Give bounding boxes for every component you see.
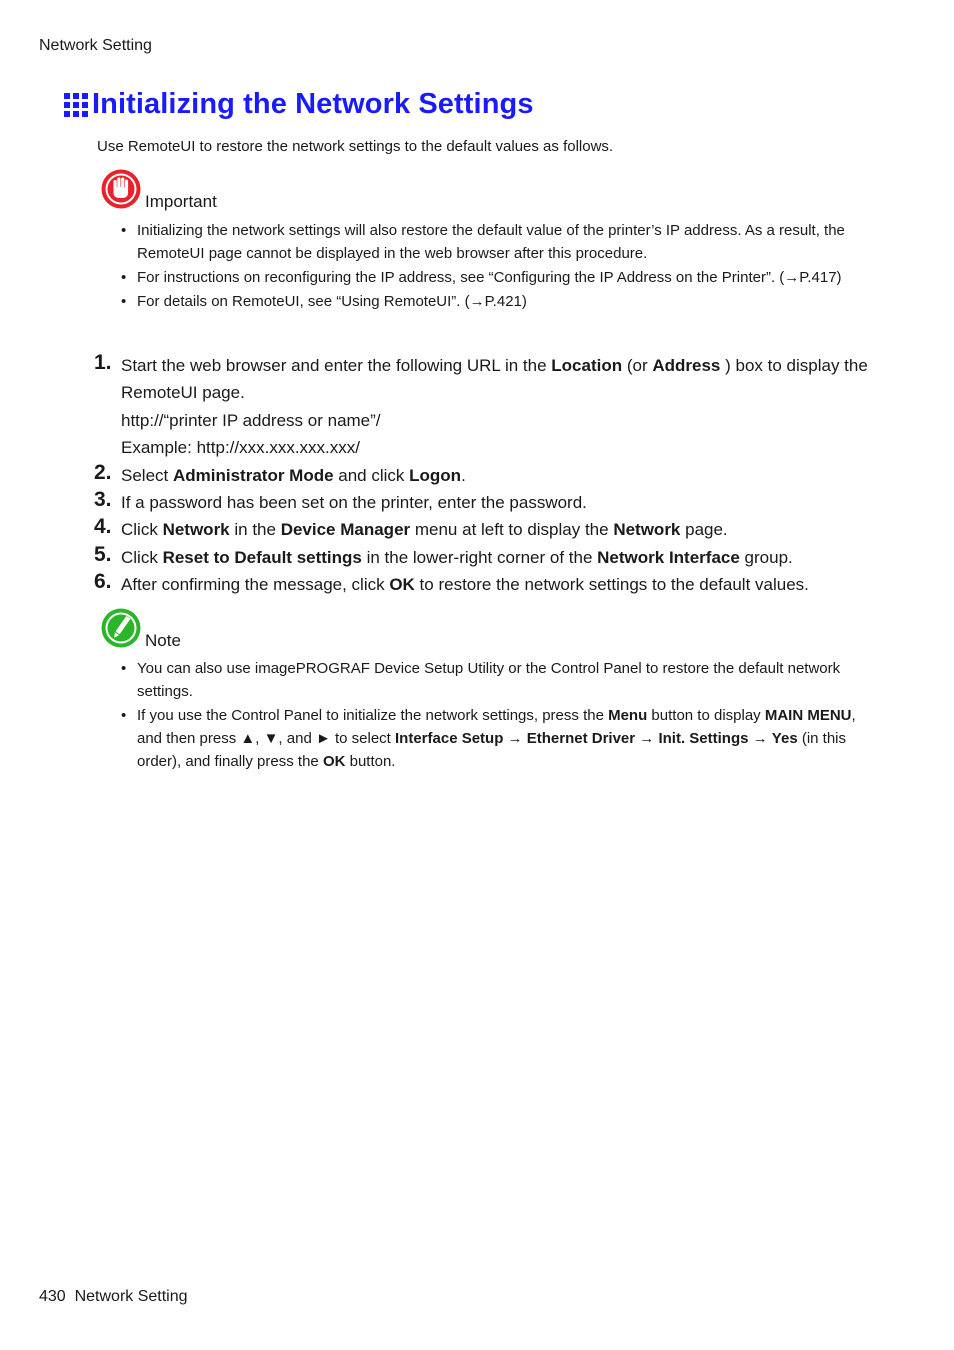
step-5	[94, 544, 884, 571]
ui-term: Network	[613, 520, 681, 540]
ui-term: Device Manager	[280, 520, 411, 540]
note-text: button to display	[647, 707, 765, 724]
step-number: 6.	[94, 570, 112, 594]
step-text: Click	[121, 547, 163, 567]
ui-term: Administrator Mode	[172, 465, 334, 485]
step-text: Click	[121, 520, 163, 540]
url-example: Example: http://xxx.xxx.xxx.xxx/	[121, 438, 361, 458]
step-number: 4.	[94, 515, 112, 539]
important-list	[121, 219, 881, 314]
step-text: to restore the network settings to the default values.	[414, 575, 809, 595]
step-1	[94, 352, 884, 462]
step-6	[94, 571, 884, 598]
intro-text: Use RemoteUI to restore the network settings to the default values as follows.	[97, 138, 614, 155]
list-item: • For instructions on reconfiguring the IP address, see “Configuring the IP Address on the Printer”. (→P.417)	[121, 266, 881, 289]
note-text: (in this order), and finally press the	[137, 730, 847, 770]
ui-term: Location	[551, 356, 623, 375]
running-footer	[39, 1288, 188, 1306]
grid-icon	[64, 93, 88, 117]
ui-term: Yes	[771, 730, 798, 747]
note-text: button.	[345, 753, 396, 770]
important-heading	[100, 168, 217, 210]
page-title: Initializing the Network Settings	[92, 88, 534, 120]
note-heading	[100, 607, 181, 649]
step-text: in the lower-right corner of the	[361, 547, 598, 567]
ui-term: Ethernet Driver	[526, 730, 636, 747]
important-label: Important	[145, 192, 217, 211]
step-text: .	[461, 465, 466, 485]
step-2	[94, 462, 884, 489]
step-number: 2.	[94, 460, 112, 484]
stop-hand-icon	[100, 168, 142, 210]
step-4	[94, 516, 884, 543]
ui-term: Network Interface	[597, 547, 740, 567]
arrow-separator: →	[635, 730, 659, 747]
title-row	[64, 88, 534, 121]
note-text: , and then press ▲, ▼, and ► to select	[137, 707, 856, 747]
note-text: If you use the Control Panel to initialize the network settings, press the	[137, 707, 609, 724]
arrow-separator: →	[748, 730, 772, 747]
note-label: Note	[145, 631, 181, 650]
note-list	[121, 657, 881, 774]
step-text: If a password has been set on the printer, enter the password.	[121, 493, 587, 513]
step-text: Start the web browser and enter the following URL in the	[121, 356, 552, 375]
url-format: http://“printer IP address or name”/	[121, 410, 381, 430]
ui-term: Logon	[409, 465, 462, 485]
ui-term: MAIN MENU	[764, 707, 852, 724]
list-item: • You can also use imagePROGRAF Device Setup Utility or the Control Panel to restore the default network settings.	[121, 657, 881, 703]
step-text: and click	[333, 465, 410, 485]
ui-term: Interface Setup	[395, 730, 504, 747]
step-number: 1.	[94, 351, 112, 374]
ui-term: Network	[162, 520, 230, 540]
step-text: After confirming the message, click	[121, 575, 390, 595]
step-text: page.	[680, 520, 728, 540]
step-text: (or	[622, 356, 653, 375]
step-number: 5.	[94, 542, 112, 566]
list-item: • Initializing the network settings will also restore the default value of the printer’s IP address. As a result, the RemoteUI page cannot be displayed in the web browser after this procedure.	[121, 219, 881, 265]
step-text: group.	[739, 547, 793, 567]
step-text: menu at left to display the	[410, 520, 614, 540]
page-number: 430	[39, 1288, 66, 1305]
step-text: Select	[121, 465, 173, 485]
arrow-separator: →	[503, 730, 527, 747]
ui-term: OK	[389, 575, 415, 595]
ui-term: Init. Settings	[658, 730, 749, 747]
step-3	[94, 489, 884, 516]
pencil-icon	[100, 607, 142, 649]
ui-term: Reset to Default settings	[162, 547, 362, 567]
ui-term: Menu	[608, 707, 648, 724]
running-header: Network Setting	[39, 37, 152, 54]
footer-section: Network Setting	[74, 1288, 188, 1305]
step-text: ) box to display the RemoteUI page.	[121, 356, 868, 403]
list-item	[121, 704, 881, 773]
ui-term: Address	[652, 356, 721, 375]
ui-term: OK	[322, 753, 346, 770]
step-text: in the	[229, 520, 281, 540]
list-item: • For details on RemoteUI, see “Using RemoteUI”. (→P.421)	[121, 290, 881, 313]
step-number: 3.	[94, 488, 112, 512]
steps-list	[94, 352, 884, 599]
